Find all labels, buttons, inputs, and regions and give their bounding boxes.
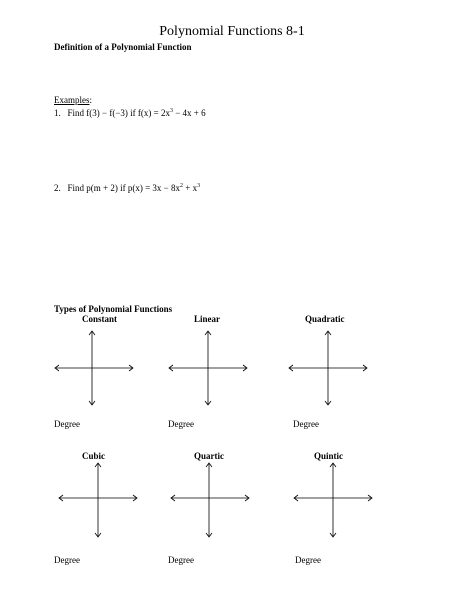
- axes-quadratic: [288, 330, 368, 406]
- degree-label-quartic: Degree: [168, 555, 194, 565]
- type-label-cubic: Cubic: [82, 451, 106, 461]
- axes-quintic: [293, 462, 373, 538]
- axes-constant: [54, 330, 134, 406]
- example-1-fx: f(x) = 2x: [137, 108, 170, 118]
- axes-quartic: [170, 462, 250, 538]
- example-1-if: if: [130, 108, 136, 118]
- types-heading: Types of Polynomial Functions: [54, 304, 173, 314]
- example-2-px: p(x) = 3x − 8x: [127, 183, 180, 193]
- example-2-exponent-2: 3: [197, 183, 201, 189]
- degree-label-quadratic: Degree: [293, 419, 319, 429]
- example-2-number: 2.: [54, 183, 61, 193]
- page-title: Polynomial Functions 8-1: [159, 24, 305, 39]
- example-1-rest: − 4x + 6: [172, 108, 206, 118]
- degree-label-cubic: Degree: [54, 555, 80, 565]
- example-1-exponent: 3: [169, 108, 173, 114]
- example-2-exponent-1: 2: [180, 183, 183, 189]
- degree-label-quintic: Degree: [295, 555, 321, 565]
- definition-heading: Definition of a Polynomial Function: [54, 42, 192, 52]
- type-label-quartic: Quartic: [194, 451, 224, 461]
- type-label-quintic: Quintic: [314, 451, 344, 461]
- example-1: [54, 108, 206, 118]
- type-label-linear: Linear: [194, 314, 220, 324]
- type-label-constant: Constant: [82, 314, 118, 324]
- example-2-mid: + x: [183, 183, 198, 193]
- examples-colon: :: [89, 95, 93, 105]
- example-1-find: Find: [67, 108, 85, 118]
- example-1-expr: f(3) − f(−3): [86, 108, 128, 118]
- axes-cubic: [58, 462, 138, 538]
- type-label-quadratic: Quadratic: [305, 314, 345, 324]
- examples-heading: [54, 95, 92, 105]
- example-1-number: 1.: [54, 108, 61, 118]
- degree-label-linear: Degree: [168, 419, 194, 429]
- example-2-find: Find: [67, 183, 85, 193]
- example-2: [54, 183, 200, 193]
- examples-label: Examples: [54, 95, 90, 105]
- example-2-if: if: [120, 183, 126, 193]
- example-2-expr: p(m + 2): [86, 183, 118, 193]
- axes-linear: [168, 330, 248, 406]
- degree-label-constant: Degree: [54, 419, 80, 429]
